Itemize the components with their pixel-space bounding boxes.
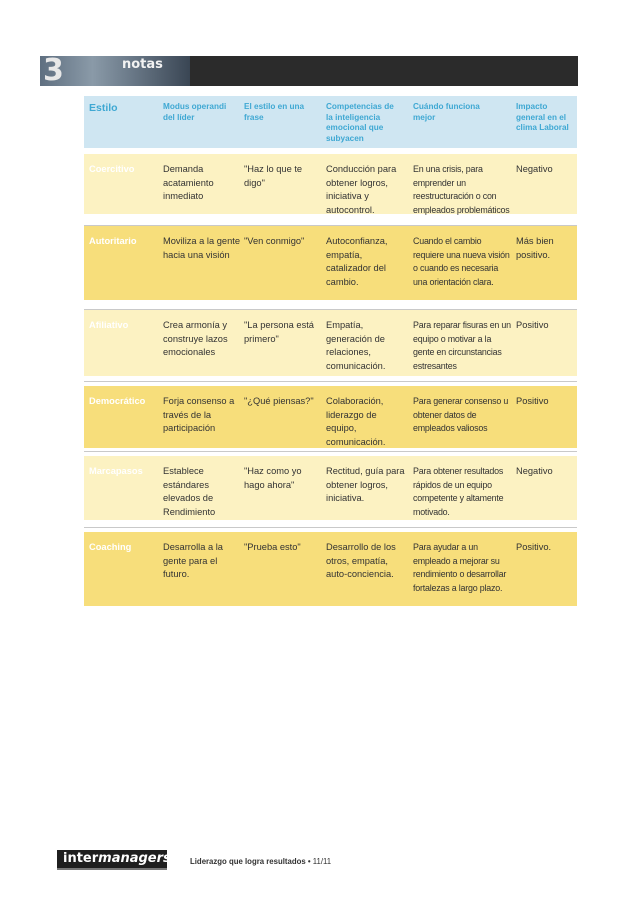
table-row [84, 456, 577, 520]
footer-bullet: • [307, 857, 311, 866]
modus-cell: Forja consenso a través de la participación [163, 396, 235, 434]
frase-cell: "Ven conmigo" [244, 236, 305, 246]
page-number: 11/11 [312, 857, 332, 866]
cuando-cell: Para ayudar a un empleado a mejorar su rendimiento o desarrollar fortalezas a largo plazo. [413, 542, 507, 593]
impacto-cell: Más bien positivo. [516, 236, 554, 260]
modus-cell: Establece estándares elevados de Rendimiento [163, 466, 216, 517]
table-row [84, 532, 577, 606]
table-row [84, 310, 577, 376]
row-divider [84, 309, 577, 310]
frase-cell: "Haz lo que te digo" [244, 164, 303, 188]
cuando-cell: En una crisis, para emprender un reestructuración o con empleados problemáticos [413, 164, 510, 215]
style-name: Autoritario [89, 236, 137, 246]
header-frase: El estilo en una frase [244, 102, 305, 122]
modus-cell: Moviliza a la gente hacia una visión [163, 236, 240, 260]
competencias-cell: Rectitud, guía para obtener logros, iniciativa. [326, 466, 405, 504]
style-name: Coercitivo [89, 164, 135, 174]
cuando-cell: Para generar consenso u obtener datos de empleados valiosos [413, 396, 509, 434]
logo-text-inter: inter [63, 851, 99, 866]
impacto-cell: Positivo [516, 396, 549, 406]
row-divider [84, 451, 577, 452]
style-name: Marcapasos [89, 466, 143, 476]
header-cuando: Cuándo funciona mejor [413, 102, 480, 122]
frase-cell: "¿Qué piensas?" [244, 396, 314, 406]
row-divider [84, 225, 577, 226]
row-divider [84, 527, 577, 528]
header-competencias: Competencias de la inteligencia emocional que subyacen [326, 102, 394, 143]
table-row [84, 386, 577, 448]
frase-cell: "Haz como yo hago ahora" [244, 466, 302, 490]
style-name: Coaching [89, 542, 132, 552]
competencias-cell: Colaboración, liderazgo de equipo, comunicación. [326, 396, 386, 447]
modus-cell: Crea armonía y construye lazos emocionales [163, 320, 228, 358]
competencias-cell: Autoconfianza, empatía, catalizador del cambio. [326, 236, 388, 287]
section-title: notas [122, 57, 163, 72]
impacto-cell: Positivo. [516, 542, 552, 552]
header-modus: Modus operandi del líder [163, 102, 227, 122]
cuando-cell: Para reparar fisuras en un equipo o motivar a la gente en circunstancias estresantes [413, 320, 511, 371]
footer-title: Liderazgo que logra resultados [190, 857, 306, 866]
header-impacto: Impacto general en el clima Laboral [516, 102, 569, 132]
frase-cell: "La persona está primero" [244, 320, 314, 344]
competencias-cell: Empatía, generación de relaciones, comunicación. [326, 320, 386, 371]
impacto-cell: Negativo [516, 466, 553, 476]
header-estilo: Estilo [89, 102, 118, 114]
cuando-cell: Cuando el cambio requiere una nueva visión o cuando es necesaria una orientación clara. [413, 236, 510, 287]
frase-cell: "Prueba esto" [244, 542, 301, 552]
table-row [84, 154, 577, 214]
competencias-cell: Conducción para obtener logros, iniciativa y autocontrol. [326, 164, 397, 215]
table-row [84, 226, 577, 300]
section-number: 3 [43, 53, 64, 88]
row-divider [84, 381, 577, 382]
table-header [84, 96, 577, 148]
style-name: Afiliativo [89, 320, 129, 330]
modus-cell: Demanda acatamiento inmediato [163, 164, 214, 202]
intermanagers-logo [57, 850, 171, 870]
logo-text-managers: managers [98, 851, 171, 866]
style-name: Democrático [89, 396, 146, 406]
impacto-cell: Negativo [516, 164, 553, 174]
leadership-styles-table [84, 96, 577, 593]
competencias-cell: Desarrollo de los otros, empatía, auto-conciencia. [326, 542, 396, 580]
footer-caption [190, 857, 331, 866]
impacto-cell: Positivo [516, 320, 549, 330]
modus-cell: Desarrolla a la gente para el futuro. [163, 542, 223, 580]
cuando-cell: Para obtener resultados rápidos de un equipo competente y altamente motivado. [413, 466, 504, 517]
